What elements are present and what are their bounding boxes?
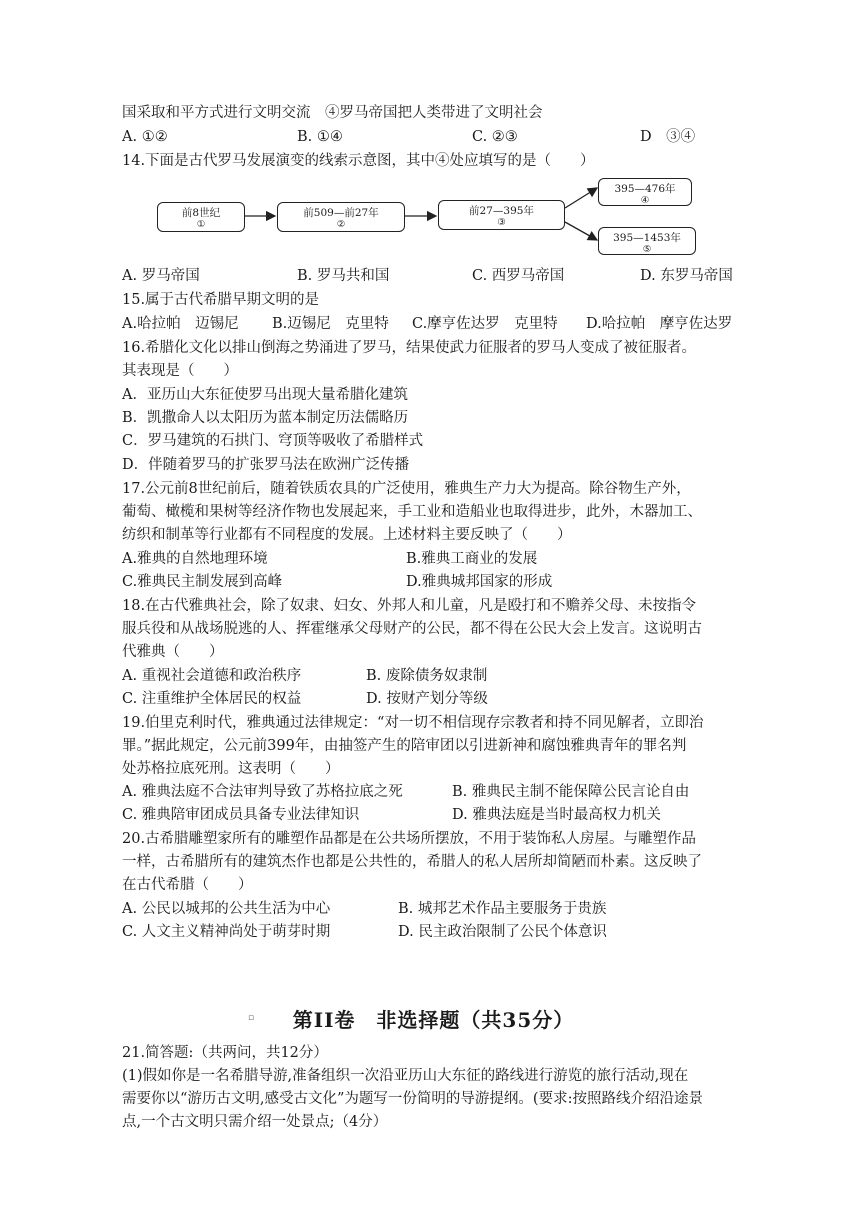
q16-stem-line2: 其表现是（ ） bbox=[122, 363, 238, 379]
q13-option-b: B. ①④ bbox=[297, 129, 343, 145]
q14-option-a: A. 罗马帝国 bbox=[122, 268, 200, 284]
q15-option-c: C.摩亨佐达罗 克里特 bbox=[412, 316, 558, 332]
q18-option-d: D. 按财产划分等级 bbox=[366, 691, 488, 707]
q13-tail: 国采取和平方式进行文明交流 ④罗马帝国把人类带进了文明社会 bbox=[122, 105, 543, 121]
q14-stem: 14.下面是古代罗马发展演变的线索示意图，其中④处应填写的是（ ） bbox=[122, 153, 595, 169]
q15-option-b: B.迈锡尼 克里特 bbox=[272, 316, 389, 332]
q21-heading: 21.简答题:（共两问，共12分） bbox=[122, 1045, 328, 1061]
q17-option-d: D.雅典城邦国家的形成 bbox=[406, 574, 553, 590]
q14-option-d: D. 东罗马帝国 bbox=[640, 268, 733, 284]
section-title: 第II卷 非选择题（共35分） bbox=[292, 1008, 575, 1032]
timeline-box-5-num: ⑤ bbox=[642, 244, 652, 255]
timeline-box-4-text: 395—476年 bbox=[614, 183, 676, 195]
q20-stem-line2: 一样，古希腊所有的建筑杰作也都是公共性的，希腊人的私人居所却简陋而朴素。这反映了 bbox=[122, 854, 702, 870]
q18-stem-line2: 服兵役和从战场脱逃的人、挥霍继承父母财产的公民，都不得在公民大会上发言。这说明古 bbox=[122, 621, 702, 637]
q19-option-a: A. 雅典法庭不合法审判导致了苏格拉底之死 bbox=[122, 784, 403, 800]
q17-stem-line2: 葡萄、橄榄和果树等经济作物也发展起来，手工业和造船业也取得进步，此外，木器加工、 bbox=[122, 504, 702, 520]
q14-option-c: C. 西罗马帝国 bbox=[472, 268, 565, 284]
timeline-box-1-num: ① bbox=[196, 219, 206, 230]
q21-part1-line1: (1)假如你是一名希腊导游,准备组织一次沿亚历山大东征的路线进行游览的旅行活动,现在 bbox=[122, 1068, 689, 1084]
q20-option-c: C. 人文主义精神尚处于萌芽时期 bbox=[122, 924, 331, 940]
q18-option-c: C. 注重维护全体居民的权益 bbox=[122, 691, 302, 707]
section-mark: ▫ bbox=[248, 1013, 255, 1023]
q17-option-a: A.雅典的自然地理环境 bbox=[122, 551, 268, 567]
q21-part1-line2: 需要你以“游历古文明,感受古文化”为题写一份简明的导游提纲。(要求:按照路线介绍沿途景 bbox=[122, 1091, 703, 1107]
timeline-box-4 bbox=[598, 178, 692, 206]
q19-stem-line3: 处苏格拉底死刑。这表明（ ） bbox=[122, 761, 340, 777]
q20-stem-line1: 20.古希腊雕塑家所有的雕塑作品都是在公共场所摆放，不用于装饰私人房屋。与雕塑作品 bbox=[122, 831, 697, 847]
q16-option-b: B．凯撒命人以太阳历为蓝本制定历法儒略历 bbox=[122, 410, 409, 426]
q16-option-d: D．伴随着罗马的扩张罗马法在欧洲广泛传播 bbox=[122, 457, 410, 473]
q17-option-c: C.雅典民主制发展到高峰 bbox=[122, 574, 283, 590]
q18-stem-line3: 代雅典（ ） bbox=[122, 644, 224, 660]
timeline-box-4-num: ④ bbox=[640, 195, 650, 206]
q19-option-d: D. 雅典法庭是当时最高权力机关 bbox=[452, 807, 661, 823]
q15-option-a: A.哈拉帕 迈锡尼 bbox=[122, 316, 239, 332]
timeline-box-3-text: 前27—395年 bbox=[469, 205, 534, 217]
timeline-arrows bbox=[0, 0, 867, 300]
q19-option-b: B. 雅典民主制不能保障公民言论自由 bbox=[452, 784, 690, 800]
q16-option-c: C．罗马建筑的石拱门、穹顶等吸收了希腊样式 bbox=[122, 433, 424, 449]
timeline-box-1 bbox=[157, 202, 245, 232]
timeline-box-5-text: 395—1453年 bbox=[613, 232, 681, 244]
q18-option-b: B. 废除债务奴隶制 bbox=[366, 668, 488, 684]
q16-stem-line1: 16.希腊化文化以排山倒海之势涌进了罗马，结果使武力征服者的罗马人变成了被征服者。 bbox=[122, 340, 697, 356]
q20-option-b: B. 城邦艺术作品主要服务于贵族 bbox=[398, 901, 607, 917]
arrow-3-5 bbox=[565, 222, 597, 240]
q17-stem-line3: 纺织和制革等行业都有不同程度的发展。上述材料主要反映了（ ） bbox=[122, 527, 572, 543]
q19-option-c: C. 雅典陪审团成员具备专业法律知识 bbox=[122, 807, 360, 823]
q17-stem-line1: 17.公元前8世纪前后，随着铁质农具的广泛使用，雅典生产力大为提高。除谷物生产外， bbox=[122, 481, 691, 497]
q17-option-b: B.雅典工商业的发展 bbox=[406, 551, 538, 567]
q14-option-b: B. 罗马共和国 bbox=[297, 268, 390, 284]
timeline-box-3-num: ③ bbox=[497, 217, 506, 228]
timeline-box-2-text: 前509—前27年 bbox=[303, 207, 379, 219]
timeline-box-2 bbox=[277, 202, 405, 232]
q13-option-d: D ③④ bbox=[640, 129, 696, 145]
q15-option-d: D.哈拉帕 摩亨佐达罗 bbox=[586, 316, 733, 332]
q19-stem-line2: 罪。”据此规定，公元前399年，由抽签产生的陪审团以引进新神和腐蚀雅典青年的罪名判 bbox=[122, 738, 687, 754]
q13-option-c: C. ②③ bbox=[472, 129, 518, 145]
q15-stem: 15.属于古代希腊早期文明的是 bbox=[122, 292, 320, 308]
q19-stem-line1: 19.伯里克利时代，雅典通过法律规定：“对一切不相信现存宗教者和持不同见解者，立即治 bbox=[122, 715, 704, 731]
timeline-box-3 bbox=[438, 200, 565, 230]
q13-option-a: A. ①② bbox=[122, 129, 168, 145]
timeline-box-2-num: ② bbox=[336, 219, 346, 230]
q18-option-a: A. 重视社会道德和政治秩序 bbox=[122, 668, 302, 684]
q20-stem-line3: 在古代希腊（ ） bbox=[122, 877, 253, 893]
q20-option-d: D. 民主政治限制了公民个体意识 bbox=[398, 924, 607, 940]
timeline-box-5 bbox=[598, 227, 696, 255]
q20-option-a: A. 公民以城邦的公共生活为中心 bbox=[122, 901, 331, 917]
arrow-3-4 bbox=[565, 188, 597, 208]
q16-option-a: A．亚历山大东征使罗马出现大量希腊化建筑 bbox=[122, 387, 408, 403]
timeline-box-1-text: 前8世纪 bbox=[181, 207, 221, 219]
q21-part1-line3: 点,一个古文明只需介绍一处景点;（4分） bbox=[122, 1114, 388, 1130]
q18-stem-line1: 18.在古代雅典社会，除了奴隶、妇女、外邦人和儿童，凡是殴打和不赡养父母、未按指令 bbox=[122, 598, 697, 614]
